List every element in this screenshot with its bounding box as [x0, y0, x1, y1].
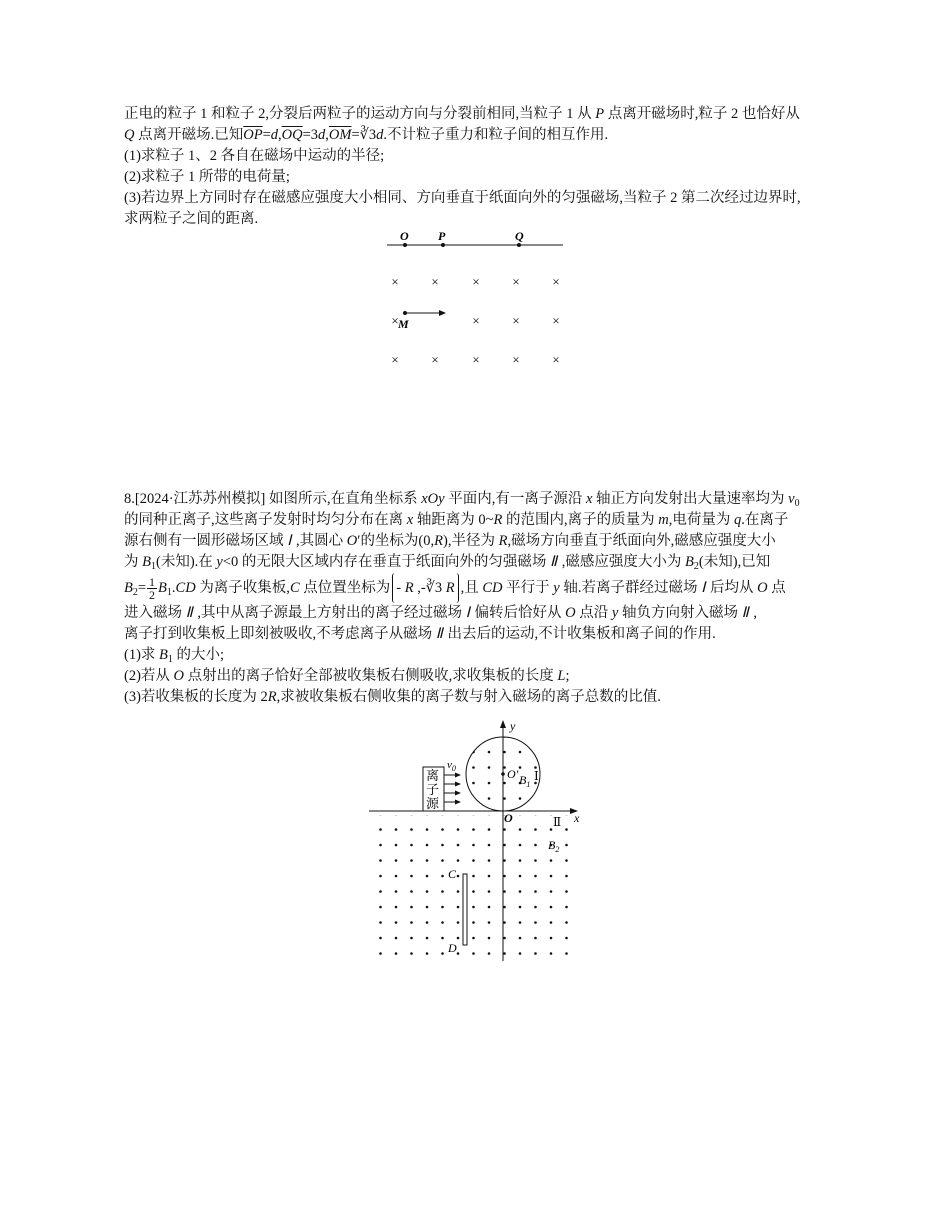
- q7-cross: ×: [472, 313, 480, 328]
- q7-cross: ×: [391, 313, 399, 328]
- q7-cross: ×: [512, 274, 520, 289]
- q7-figure: [380, 228, 570, 368]
- label-v0: $v_0$: [447, 759, 456, 773]
- field-II-dots: [369, 815, 575, 961]
- q8-part-2: (2)若从 O 点射出的离子恰好全部被收集板右侧吸收,求收集板的长度 L;: [124, 668, 570, 684]
- ion-source-char-2: 子: [426, 782, 440, 797]
- q8-line-5: $B_2=$ $\frac{1}{2}$ $B_1.CD$ 为离子收集板,C 点位置坐标为 - R ,-∛3 R ,且 CD 平行于 y 轴.若离子群经过磁场 Ⅰ 后均从 O 点: [124, 573, 836, 603]
- q7-cross: ×: [472, 274, 480, 289]
- ion-source-char-1: 离: [426, 768, 440, 783]
- q8-line-7: 离子打到收集板上即刻被吸收,不考虑离子从磁场 Ⅱ 出去后的运动,不计收集板和离子间的作用.: [124, 626, 716, 642]
- q8-source: [2024·江苏苏州模拟]: [134, 491, 266, 507]
- label-II: Ⅱ: [553, 815, 562, 829]
- q8-figure: [362, 718, 592, 964]
- q7-cross: ×: [552, 274, 560, 289]
- q7-cross: ×: [552, 352, 560, 367]
- q7-intro-line-1: 正电的粒子 1 和粒子 2,分裂后两粒子的运动方向与分裂前相同,当粒子 1 从 P 点离开磁场时,粒子 2 也恰好从: [124, 106, 800, 122]
- q7-label-O: O: [400, 229, 409, 243]
- q7-part-3-line-1: (3)若边界上方同时存在磁感应强度大小相同、方向垂直于纸面向外的匀强磁场,当粒子 2 第二次经过边界时,: [124, 190, 801, 206]
- q8-part-1: (1)求 $B_1$ 的大小;: [124, 647, 225, 665]
- q8-line-4: 为 $B_1$(未知).在 y<0 的无限大区域内存在垂直于纸面向外的匀强磁场 Ⅱ ,磁感应强度大小为 $B_2$(未知),已知: [124, 554, 771, 572]
- q7-part-1: (1)求粒子 1、2 各自在磁场中运动的半径;: [124, 148, 385, 164]
- q7-cross: ×: [431, 352, 439, 367]
- q7-point-O: [403, 243, 407, 247]
- q8-number: 8.: [124, 491, 135, 507]
- label-D: D: [448, 941, 457, 955]
- q7-cross: ×: [391, 352, 399, 367]
- point-O-prime: [501, 772, 505, 776]
- q7-cross-grid: [391, 274, 559, 367]
- q7-part-3-line-2: 求两粒子之间的距离.: [124, 211, 259, 227]
- label-O-prime: O′: [507, 767, 519, 781]
- one-half-fraction: $\frac{1}{2}$: [149, 575, 156, 603]
- q7-arrow-head: [439, 310, 446, 316]
- label-x: x: [574, 811, 580, 825]
- q7-cross: ×: [431, 274, 439, 289]
- collector-plate-CD: [463, 874, 467, 945]
- y-axis-arrow: [500, 720, 506, 728]
- q8-part-3: (3)若收集板的长度为 2R,求被收集板右侧收集的离子数与射入磁场的离子总数的比值.: [124, 689, 661, 705]
- q8-line-6: 进入磁场 Ⅱ ,其中从离子源最上方射出的离子经过磁场 Ⅰ 偏转后恰好从 O 点沿 y 轴负方向射入磁场 Ⅱ ,: [124, 605, 757, 621]
- q7-intro-line-2: Q 点离开磁场.已知$\overline{OP}=d,\overline{OQ}=3d,\overline{OM}=∛3d$.不计粒子重力和粒子间的相互作用.: [124, 127, 609, 143]
- label-B2: $B_2$: [548, 838, 560, 854]
- ion-source-char-3: 源: [426, 796, 440, 811]
- q7-cross: ×: [552, 313, 560, 328]
- q7-cross: ×: [512, 313, 520, 328]
- q7-label-M: M: [398, 317, 409, 331]
- q7-cross: ×: [391, 274, 399, 289]
- q8-line-1: 8.[2024·江苏苏州模拟] 如图所示,在直角坐标系 xOy 平面内,有一离子源沿 x 轴正方向发射出大量速率均为 $v_0$: [124, 491, 800, 509]
- label-y: y: [510, 719, 516, 733]
- q7-point-P: [441, 243, 445, 247]
- q7-cross: ×: [512, 352, 520, 367]
- label-I: Ⅰ: [534, 769, 539, 783]
- q7-cross: ×: [472, 352, 480, 367]
- q8-line-3: 源右侧有一圆形磁场区域 Ⅰ ,其圆心 O′的坐标为(0,R),半径为 R,磁场方向垂直于纸面向外,磁感应强度大小: [124, 533, 776, 549]
- q7-label-P: P: [438, 229, 446, 243]
- question-8-text: [124, 489, 836, 708]
- q8-line-2: 的同种正离子,这些离子发射时均匀分布在离 x 轴距离为 0~R 的范围内,离子的质量为 m,电荷量为 q.在离子: [124, 512, 789, 528]
- q7-part-2: (2)求粒子 1 所带的电荷量;: [124, 169, 290, 185]
- question-7-text: [124, 104, 836, 230]
- label-C: C: [448, 867, 457, 881]
- q7-label-Q: Q: [515, 229, 524, 243]
- label-B1: $B_1$: [519, 773, 531, 789]
- coord-C: - R ,-∛3 R: [392, 573, 458, 603]
- label-O: O: [504, 811, 513, 825]
- ion-beam-arrows: [444, 773, 461, 805]
- q7-point-Q: [517, 243, 521, 247]
